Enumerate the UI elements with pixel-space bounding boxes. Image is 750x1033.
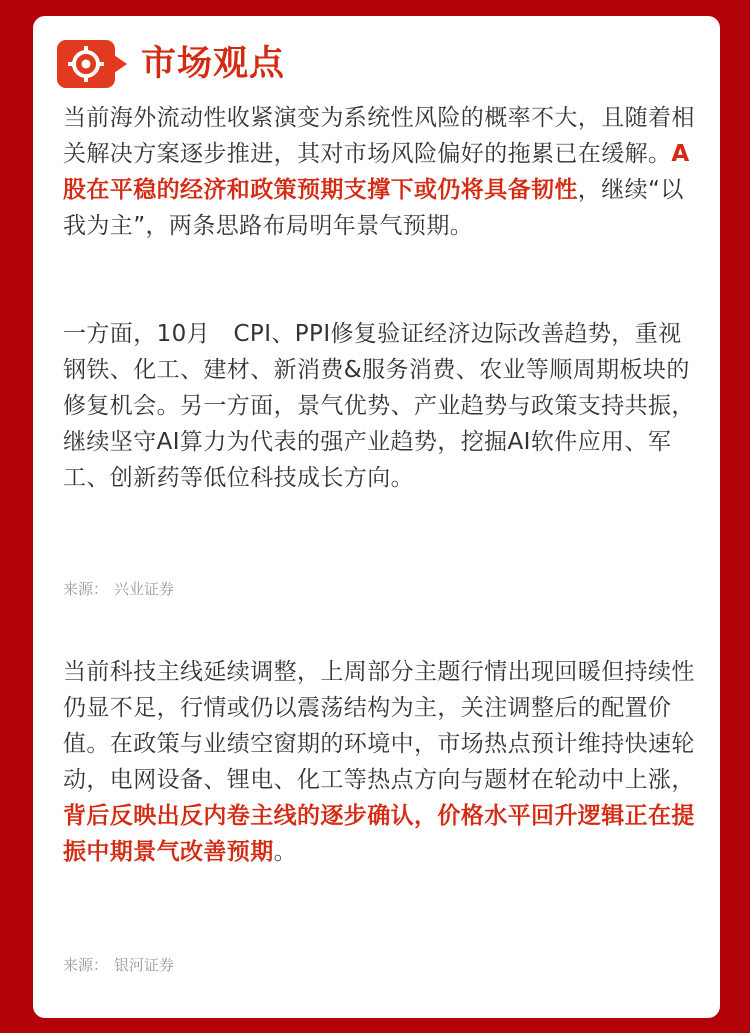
- source-1-label: 来源：: [63, 580, 109, 598]
- paragraph-1-highlight: A股在平稳的经济和政策预期支撑下或仍将具备韧性: [63, 141, 690, 203]
- section-title: 市场观点: [141, 44, 286, 84]
- paragraph-2: 一方面，10月 CPI、PPI修复验证经济边际改善趋势，重视钢铁、化工、建材、新消费&服务消费、农业等顺周期板块的修复机会。另一方面，景气优势、产业趋势与政策支持共振，继续坚守AI算力为代表的强产业趋势，挖掘AI软件应用、军工、创新药等低位科技成长方向。: [63, 321, 695, 491]
- section-header: [57, 40, 285, 88]
- source-1: [63, 578, 174, 599]
- paragraph-1-text: 当前海外流动性收紧演变为系统性风险的概率不大，且随着相关解决方案逐步推进，其对市场风险偏好的拖累已在缓解。: [63, 105, 695, 167]
- source-2: [63, 954, 174, 975]
- content-card: [33, 16, 720, 1018]
- paragraph-1: [63, 100, 703, 244]
- paragraph-3: [63, 654, 703, 870]
- paragraph-3-text: 当前科技主线延续调整，上周部分主题行情出现回暖但持续性仍显不足，行情或仍以震荡结构为主，关注调整后的配置价值。在政策与业绩空窗期的环境中，市场热点预计维持快速轮动，电网设备、锂电、化工等热点方向与题材在轮动中上涨，: [63, 659, 695, 793]
- source-2-label: 来源：: [63, 956, 109, 974]
- paragraph-3-highlight: 背后反映出反内卷主线的逐步确认，价格水平回升逻辑正在提振中期景气改善预期: [63, 803, 695, 865]
- paragraph-1-tail: ，继续“以我为主”，两条思路布局明年景气预期。: [63, 177, 684, 239]
- target-crosshair-icon: [57, 40, 115, 88]
- source-1-name: 兴业证券: [114, 580, 175, 598]
- source-2-name: 银河证券: [114, 956, 175, 974]
- paragraph-3-tail: 。: [273, 839, 298, 865]
- target-crosshair-glyph: [67, 45, 105, 83]
